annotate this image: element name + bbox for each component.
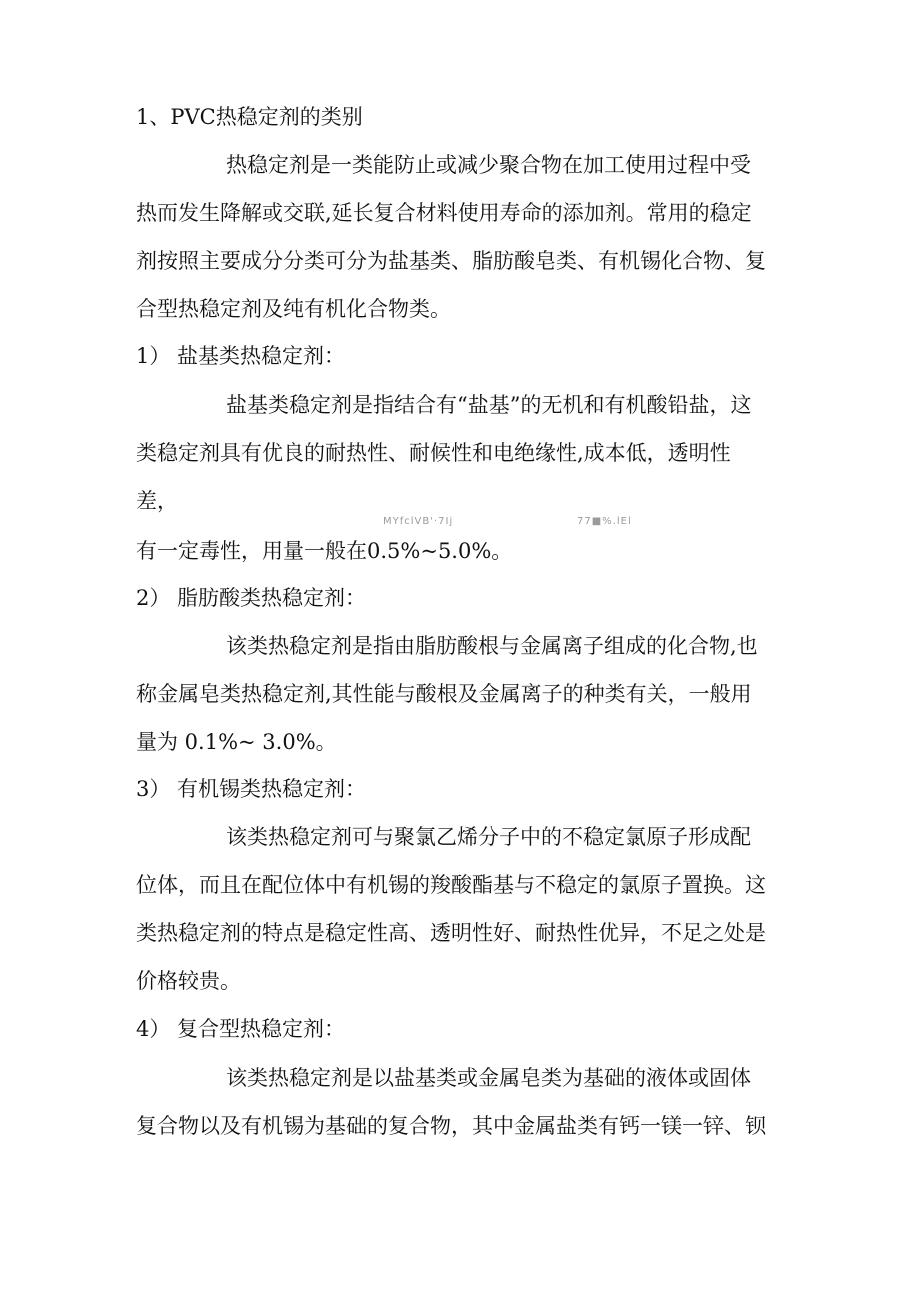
intro-line-1: 热稳定剂是一类能防止或减少聚合物在加工使用过程中受 [226,153,751,177]
section-4-line-2: 复合物以及有机锡为基础的复合物，其中金属盐类有钙一镁一锌、钡 [136,1114,766,1138]
intro-line-3: 剂按照主要成分分类可分为盐基类、脂肪酸皂类、有机锡化合物、复 [136,249,766,273]
section-2-line-1: 该类热稳定剂是指由脂肪酸根与金属离子组成的化合物,也 [226,634,758,658]
section-1-line-2: 类稳定剂具有优良的耐热性、耐候性和电绝缘性,成本低，透明性 [136,441,731,465]
section-1-heading: 1） 盐基类热稳定剂： [136,344,346,368]
intro-line-2: 热而发生降解或交联,延长复合材料使用寿命的添加剂。常用的稳定 [136,201,752,225]
section-1-line-4: 有一定毒性，用量一般在0.5%~5.0%。 [136,539,513,563]
section-2-heading: 2） 脂肪酸类热稳定剂： [136,586,367,610]
section-2-line-3: 量为 0.1%~ 3.0%。 [136,730,337,754]
section-1-line-1: 盐基类稳定剂是指结合有“盐基”的无机和有机酸铅盐，这 [226,393,752,417]
intro-line-4: 合型热稳定剂及纯有机化合物类。 [136,297,451,321]
section-3-line-1: 该类热稳定剂可与聚氯乙烯分子中的不稳定氯原子形成配 [226,825,751,849]
section-1-line-3: 差， [136,489,178,513]
section-2-line-2: 称金属皂类热稳定剂,其性能与酸根及金属离子的种类有关，一般用 [136,682,752,706]
section-4-line-1: 该类热稳定剂是以盐基类或金属皂类为基础的液体或固体 [226,1066,751,1090]
section-4-heading: 4） 复合型热稳定剂： [136,1017,346,1041]
section-3-heading: 3） 有机锡类热稳定剂： [136,777,367,801]
scan-artifact-right: 77■%.lEl [577,516,632,527]
section-3-line-3: 类热稳定剂的特点是稳定性高、透明性好、耐热性优异，不足之处是 [136,921,766,945]
section-3-line-4: 价格较贵。 [136,969,241,993]
scan-artifact-left: MYfclVB'·7Ij [383,516,454,527]
main-heading: 1、PVC热稳定剂的类别 [136,105,363,129]
section-3-line-2: 位体，而且在配位体中有机锡的羧酸酯基与不稳定的氯原子置换。这 [136,873,766,897]
